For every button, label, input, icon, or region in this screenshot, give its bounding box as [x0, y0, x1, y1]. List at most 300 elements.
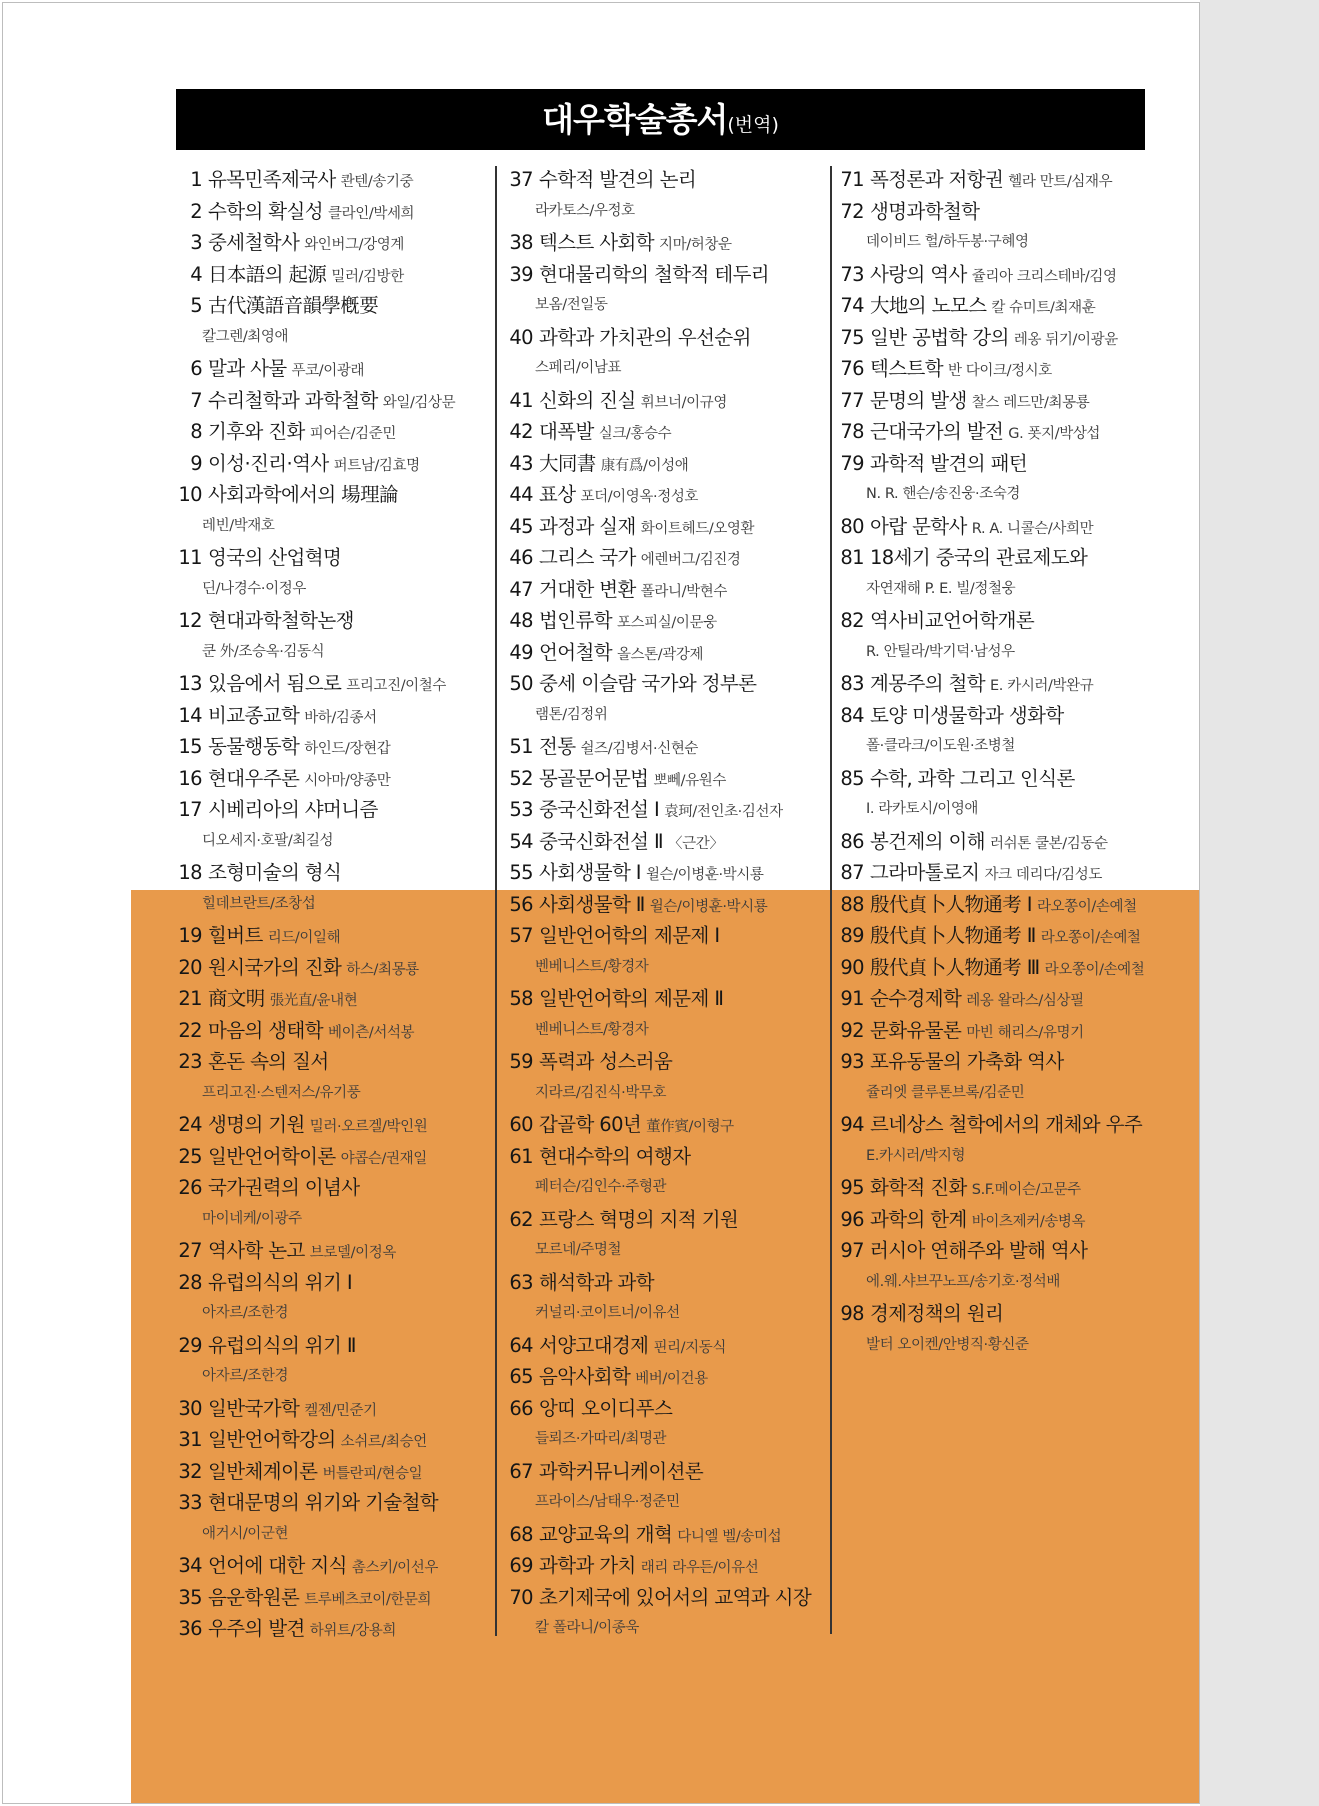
book-entry [507, 763, 827, 795]
entry-author: 자크 데리다/김성도 [984, 867, 1102, 883]
entry-line [507, 826, 827, 858]
book-entry [176, 1046, 493, 1109]
entry-author-line: 커널리·코이트너/이유선 [535, 1305, 680, 1321]
entry-title: 과정과 실재 [539, 514, 636, 538]
book-entry [176, 1172, 493, 1235]
entry-number: 96 [840, 1207, 864, 1231]
entry-number: 9 [190, 451, 202, 475]
book-entry [176, 794, 493, 857]
entry-number: 71 [840, 168, 864, 191]
book-entry [507, 1141, 827, 1204]
entry-author: 칼 슈미트/최재훈 [991, 300, 1096, 316]
entry-number: 40 [509, 325, 533, 349]
book-entry [838, 1298, 1148, 1361]
entry-number: 36 [178, 1617, 202, 1640]
book-entry [176, 1109, 493, 1141]
entry-author: 밀러·오르겔/박인원 [309, 1119, 428, 1135]
entry-author-line: 아자르/조한경 [202, 1305, 289, 1321]
book-entry [176, 1456, 493, 1488]
column-3 [838, 164, 1148, 1361]
entry-author-line: 모르네/주명철 [535, 1242, 622, 1258]
entry-author: 휘브너/이규영 [640, 394, 727, 411]
entry-title: 갑골학 60년 [539, 1113, 642, 1136]
entry-number: 59 [509, 1050, 533, 1073]
entry-number: 63 [509, 1270, 533, 1294]
entry-title: 앙띠 오이디푸스 [539, 1396, 673, 1420]
entry-author: 〈근간〉 [668, 835, 724, 852]
entry-line [507, 448, 827, 480]
entry-title: 大同書 [539, 451, 596, 475]
entry-title: 日本語의 起源 [208, 262, 327, 286]
book-entry [176, 1015, 493, 1047]
entry-title: 과학적 발견의 패턴 [870, 451, 1028, 475]
entry-number: 91 [840, 987, 864, 1010]
entry-line [176, 1109, 493, 1141]
entry-title: 법인류학 [539, 609, 612, 632]
book-entry [838, 1046, 1148, 1109]
entry-author: 라오쫑이/손예철 [1036, 898, 1137, 915]
entry-number: 33 [178, 1491, 202, 1514]
entry-title: 마음의 생태학 [208, 1018, 324, 1042]
entry-title: 초기제국에 있어서의 교역과 시장 [539, 1585, 812, 1609]
entry-number: 14 [178, 703, 202, 727]
entry-author: 袁珂/전인초·김선자 [664, 804, 783, 820]
entry-title: 殷代貞卜人物通考 Ⅱ [870, 924, 1036, 947]
entry-author-line: 데이비드 헐/하두봉·구혜영 [866, 234, 1029, 250]
book-entry [176, 196, 493, 228]
entry-title: 중국신화전설 Ⅱ [539, 829, 664, 853]
entry-number: 26 [178, 1176, 202, 1199]
entry-number: 5 [190, 294, 202, 317]
entry-line [838, 290, 1148, 322]
entry-author-line: 벤베니스트/황경자 [535, 1021, 649, 1038]
entry-title: 혼돈 속의 질서 [208, 1050, 329, 1073]
entry-number: 56 [509, 892, 533, 916]
entry-line [176, 1456, 493, 1488]
entry-title: 과학과 가치관의 우선순위 [539, 325, 751, 349]
entry-line [176, 448, 493, 480]
entry-author: 레옹 왈라스/심상필 [966, 993, 1084, 1009]
entry-number: 69 [509, 1554, 533, 1577]
entry-number: 84 [840, 703, 864, 727]
entry-line [838, 889, 1148, 921]
entry-number: 3 [190, 231, 202, 254]
entry-title: 국가권력의 이념사 [208, 1176, 360, 1199]
entry-title: 폭력과 성스러움 [539, 1050, 673, 1073]
entry-number: 61 [509, 1144, 533, 1168]
entry-number: 95 [840, 1176, 864, 1199]
entry-title: 조형미술의 형식 [208, 861, 342, 884]
book-entry [507, 1361, 827, 1393]
entry-author-line: 쿤 外/조승옥·김동식 [202, 643, 325, 660]
entry-number: 8 [190, 420, 202, 443]
entry-title: 러시아 연해주와 발해 역사 [870, 1239, 1088, 1262]
entry-title: 중세 이슬람 국가와 정부론 [539, 672, 757, 695]
entry-line [176, 668, 493, 700]
entry-line [507, 889, 827, 921]
entry-author: 올스톤/곽강제 [616, 646, 704, 663]
book-entry [507, 857, 827, 889]
entry-author-line: R. 안틸라/박기덕·남성우 [866, 643, 1015, 660]
entry-title: 동물행동학 [208, 735, 300, 758]
entry-title: 현대과학철학논쟁 [208, 609, 354, 632]
book-entry [176, 1141, 493, 1173]
book-entry [176, 700, 493, 732]
entry-author: 마빈 해리스/유명기 [966, 1024, 1084, 1041]
entry-author-line: 보옴/전일동 [535, 297, 608, 313]
entry-author: E. 카시러/박완규 [990, 678, 1094, 694]
book-entry [838, 542, 1148, 605]
entry-author-line: 딘/나경수·이정우 [202, 580, 306, 597]
entry-line [838, 322, 1148, 354]
entry-line [507, 416, 827, 448]
entry-line [176, 952, 493, 984]
entry-title: 포유동물의 가축화 역사 [870, 1050, 1064, 1073]
entry-number: 94 [840, 1113, 864, 1136]
entry-number: 73 [840, 262, 864, 286]
entry-author: 버틀란피/현승일 [322, 1465, 423, 1482]
entry-title: 언어에 대한 지식 [208, 1554, 347, 1577]
entry-number: 24 [178, 1113, 202, 1136]
entry-line [507, 1361, 827, 1393]
entry-title: 텍스트학 [870, 357, 943, 380]
entry-title: 일반 공법학 강의 [870, 325, 1009, 349]
entry-author-line: 페터슨/김인수·주형관 [535, 1179, 667, 1195]
entry-title: 토양 미생물학과 생화학 [870, 703, 1064, 727]
entry-number: 7 [190, 388, 202, 412]
entry-number: 4 [190, 262, 202, 286]
entry-author-line: 벤베니스트/황경자 [535, 958, 649, 975]
book-entry [507, 227, 827, 259]
book-entry [507, 826, 827, 858]
entry-line [176, 164, 493, 196]
entry-title: 생명의 기원 [208, 1113, 305, 1136]
book-entry [838, 952, 1148, 984]
book-entry [507, 542, 827, 574]
entry-line [507, 1267, 827, 1299]
book-entry [176, 1487, 493, 1550]
book-entry [176, 1267, 493, 1330]
entry-author: 張光直/윤내현 [269, 993, 358, 1009]
entry-author: 촘스키/이선우 [351, 1560, 438, 1576]
entry-number: 28 [178, 1270, 202, 1294]
entry-author: 반 다이크/정시호 [947, 363, 1052, 379]
entry-title: 현대수학의 여행자 [539, 1144, 691, 1168]
entry-number: 88 [840, 892, 864, 916]
entry-title: 교양교육의 개혁 [539, 1522, 673, 1546]
entry-title: 사회생물학 Ⅰ [539, 861, 641, 884]
book-entry [838, 668, 1148, 700]
entry-number: 76 [840, 357, 864, 380]
book-entry [838, 920, 1148, 952]
entry-number: 17 [178, 798, 202, 821]
entry-author-line: 스페리/이남표 [535, 360, 622, 376]
entry-line [176, 196, 493, 228]
entry-title: 현대문명의 위기와 기술철학 [208, 1491, 439, 1514]
entry-number: 22 [178, 1018, 202, 1042]
entry-title: 힐버트 [208, 924, 263, 947]
entry-author-line: 프라이스/남태우·정준민 [535, 1494, 680, 1510]
entry-line [507, 668, 827, 700]
entry-title: 과학의 한계 [870, 1207, 967, 1231]
entry-title: 화학적 진화 [870, 1176, 967, 1199]
entry-title: 문화유물론 [870, 1018, 962, 1042]
entry-author: 지마/허창운 [659, 237, 732, 253]
entry-title: 순수경제학 [870, 987, 962, 1010]
entry-title: 중국신화전설 Ⅰ [539, 798, 660, 821]
book-entry [838, 353, 1148, 385]
entry-line [838, 605, 1148, 637]
entry-line [176, 1330, 493, 1362]
book-entry [507, 1330, 827, 1362]
column-divider [495, 166, 497, 1636]
entry-author: 헬라 만트/심재우 [1008, 174, 1113, 190]
entry-number: 79 [840, 451, 864, 475]
entry-author: 프리고진/이철수 [346, 678, 446, 694]
book-entry [507, 1393, 827, 1456]
entry-author: 리드/이일해 [267, 930, 341, 946]
entry-title: 수학적 발견의 논리 [539, 168, 697, 191]
book-entry [507, 511, 827, 543]
entry-author: 레옹 뒤기/이광윤 [1013, 331, 1118, 348]
entry-number: 57 [509, 924, 533, 947]
book-entry [176, 731, 493, 763]
book-entry [507, 448, 827, 480]
entry-number: 66 [509, 1396, 533, 1420]
entry-number: 74 [840, 294, 864, 317]
entry-line [176, 1267, 493, 1299]
entry-author: 하스/최몽룡 [346, 961, 419, 978]
entry-line [507, 794, 827, 826]
entry-line [838, 920, 1148, 952]
entry-title: 그라마톨로지 [870, 861, 980, 884]
book-entry [838, 448, 1148, 511]
book-entry [176, 259, 493, 291]
entry-line [838, 196, 1148, 228]
book-entry [838, 1235, 1148, 1298]
entry-author-line: 애거시/이군현 [202, 1525, 289, 1542]
entry-line [838, 952, 1148, 984]
entry-line [176, 920, 493, 952]
entry-title: 유럽의식의 위기 Ⅱ [208, 1333, 356, 1357]
book-entry [507, 1267, 827, 1330]
book-entry [176, 920, 493, 952]
book-entry [176, 385, 493, 417]
entry-number: 86 [840, 829, 864, 853]
entry-line [176, 479, 493, 511]
book-entry [507, 731, 827, 763]
entry-number: 52 [509, 766, 533, 790]
entry-line [176, 1550, 493, 1582]
entry-line [838, 983, 1148, 1015]
entry-line [176, 731, 493, 763]
entry-author: 쥴리아 크리스테바/김영 [971, 268, 1117, 285]
book-entry [176, 1613, 493, 1645]
entry-number: 20 [178, 955, 202, 979]
book-entry [838, 511, 1148, 543]
entry-title: 시베리아의 샤머니즘 [208, 798, 378, 821]
entry-title: 古代漢語音韻學槪要 [208, 294, 379, 317]
entry-number: 27 [178, 1239, 202, 1262]
book-entry [176, 164, 493, 196]
entry-number: 54 [509, 829, 533, 853]
entry-line [176, 227, 493, 259]
entry-number: 77 [840, 388, 864, 412]
entry-number: 78 [840, 420, 864, 443]
book-entry [838, 700, 1148, 763]
entry-number: 58 [509, 987, 533, 1010]
entry-title: 일반언어학강의 [208, 1428, 336, 1451]
entry-line [507, 637, 827, 669]
entry-title: 그리스 국가 [539, 546, 636, 569]
entry-line [507, 763, 827, 795]
entry-number: 10 [178, 483, 202, 506]
entry-number: 31 [178, 1428, 202, 1451]
entry-author: 러쉬톤 쿨본/김동순 [990, 835, 1108, 852]
entry-line [176, 1235, 493, 1267]
entry-line [176, 542, 493, 574]
entry-line [176, 857, 493, 889]
book-entry [507, 1550, 827, 1582]
entry-author-line: 칼 폴라니/이종욱 [535, 1620, 639, 1636]
entry-author: 클라인/박세희 [328, 205, 415, 222]
entry-title: 일반언어학의 제문제 Ⅰ [539, 924, 720, 947]
entry-author-line: 마이네케/이광주 [202, 1210, 302, 1227]
entry-author: 폴라니/박현수 [640, 583, 727, 600]
entry-line [838, 1015, 1148, 1047]
entry-title: 거대한 변환 [539, 577, 636, 601]
entry-number: 75 [840, 325, 864, 349]
entry-number: 64 [509, 1333, 533, 1357]
entry-number: 30 [178, 1396, 202, 1420]
entry-number: 15 [178, 735, 202, 758]
entry-title: 일반국가학 [208, 1396, 300, 1420]
entry-author-line: 쥴리엣 클루톤브록/김준민 [866, 1084, 1025, 1101]
entry-title: 영국의 산업혁명 [208, 546, 342, 569]
entry-title: 현대물리학의 철학적 테두리 [539, 262, 770, 286]
entry-title: 계몽주의 철학 [870, 672, 986, 695]
entry-line [176, 794, 493, 826]
viewer-background [1200, 0, 1319, 1806]
entry-author: 바하/김종서 [304, 709, 377, 726]
book-entry [507, 794, 827, 826]
book-entry [176, 542, 493, 605]
entry-title: 텍스트 사회학 [539, 231, 655, 254]
entry-number: 51 [509, 735, 533, 758]
entry-number: 48 [509, 609, 533, 632]
entry-author: 켈젠/민준기 [304, 1402, 377, 1419]
entry-author-line: 램톤/김정위 [535, 706, 608, 723]
entry-number: 35 [178, 1585, 202, 1609]
entry-author: 와일/김상문 [382, 394, 456, 411]
entry-line [507, 227, 827, 259]
entry-number: 93 [840, 1050, 864, 1073]
entry-author: 소쉬르/최승언 [340, 1434, 427, 1450]
entry-line [176, 1141, 493, 1173]
entry-line [507, 574, 827, 606]
book-entry [838, 763, 1148, 826]
entry-line [176, 983, 493, 1015]
book-entry [507, 164, 827, 227]
entry-number: 1 [190, 168, 202, 191]
book-entry [507, 1456, 827, 1519]
entry-author-line: 힐데브란트/조창섭 [202, 895, 316, 912]
entry-number: 13 [178, 672, 202, 695]
entry-title: 언어철학 [539, 640, 612, 664]
entry-author: 시아마/양종만 [304, 772, 391, 789]
entry-line [507, 857, 827, 889]
entry-number: 82 [840, 609, 864, 632]
book-entry [507, 259, 827, 322]
series-title: 대우학술총서 [542, 100, 728, 139]
entry-line [507, 1393, 827, 1425]
entry-title: 일반체계이론 [208, 1459, 318, 1483]
entry-author-line: I. 라카토시/이영애 [866, 801, 979, 817]
entry-line [507, 322, 827, 354]
entry-number: 23 [178, 1050, 202, 1073]
entry-title: 일반언어학의 제문제 Ⅱ [539, 987, 724, 1010]
entry-author-line: 라카토스/우정호 [535, 202, 635, 219]
entry-author-line: 레빈/박재호 [202, 517, 275, 534]
entry-line [176, 1424, 493, 1456]
book-entry [838, 1109, 1148, 1172]
entry-title: 현대우주론 [208, 766, 300, 790]
entry-number: 38 [509, 231, 533, 254]
entry-title: 일반언어학이론 [208, 1144, 336, 1168]
entry-line [176, 385, 493, 417]
entry-title: 경제정책의 원리 [870, 1302, 1004, 1325]
entry-author: 브로델/이정옥 [309, 1245, 396, 1261]
entry-line [838, 164, 1148, 196]
entry-line [838, 1204, 1148, 1236]
entry-line [176, 605, 493, 637]
book-entry [507, 479, 827, 511]
book-entry [507, 1204, 827, 1267]
entry-title: 비교종교학 [208, 703, 300, 727]
entry-title: 殷代貞卜人物通考 Ⅲ [870, 955, 1040, 979]
entry-author: 피어슨/김준민 [309, 426, 396, 442]
entry-line [838, 857, 1148, 889]
entry-line [176, 416, 493, 448]
entry-title: 서양고대경제 [539, 1333, 649, 1357]
entry-author: 트루베츠코이/한문희 [304, 1591, 432, 1608]
book-entry [838, 826, 1148, 858]
book-entry [507, 385, 827, 417]
book-entry [176, 1393, 493, 1425]
entry-number: 90 [840, 955, 864, 979]
entry-line [507, 164, 827, 196]
entry-number: 21 [178, 987, 202, 1010]
entry-title: 프랑스 혁명의 지적 기원 [539, 1207, 739, 1231]
entry-line [176, 700, 493, 732]
entry-author: 董作賓/이형구 [646, 1119, 734, 1135]
entry-author: 콴텐/송기중 [340, 174, 414, 190]
entry-number: 19 [178, 924, 202, 947]
entry-title: 역사학 논고 [208, 1239, 305, 1262]
book-entry [176, 290, 493, 353]
entry-title: 대폭발 [539, 420, 594, 443]
entry-title: 18세기 중국의 관료제도와 [870, 546, 1088, 569]
entry-line [507, 1109, 827, 1141]
entry-author: G. 폿지/박상섭 [1008, 426, 1101, 442]
entry-author: 뽀뻬/유원수 [653, 772, 726, 789]
entry-title: 과학과 가치 [539, 1554, 636, 1577]
entry-title: 신화의 진실 [539, 388, 636, 412]
entry-line [507, 1046, 827, 1078]
column-1 [176, 164, 493, 1645]
entry-line [176, 353, 493, 385]
book-entry [838, 857, 1148, 889]
